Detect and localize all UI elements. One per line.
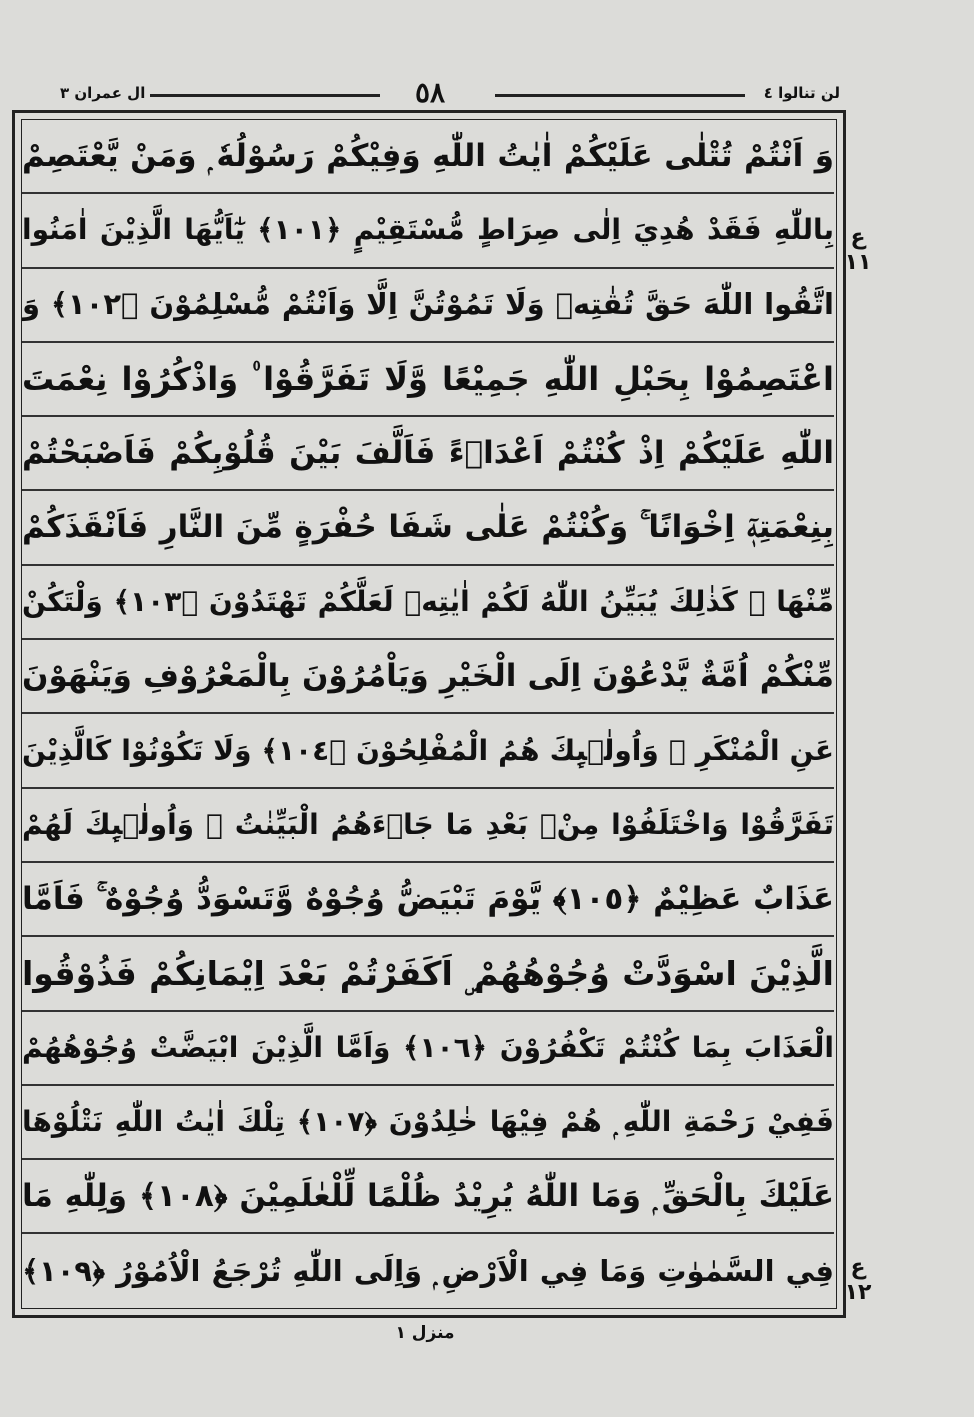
ruku-mark-bottom: ع ١٢ [844,1255,872,1305]
ruku-mark-top: ع ١١ [844,225,872,275]
juz-title: لن تنالوا ٤ [763,84,840,102]
verse-line: فَفِيْ رَحْمَةِ اللّٰهِ ۭ ھُمْ فِيْھَا خٰلِدُوْنَ ﴿١٠٧﴾ تِلْكَ اٰيٰتُ اللّٰهِ نَتْلُوْھَا [22,1086,834,1160]
surah-title: ال عمران ٣ [60,84,146,102]
verse-line: عَلَيْكَ بِالْحَقِّ ۭ وَمَا اللّٰهُ يُرِيْدُ ظُلْمًا لِّلْعٰلَمِيْنَ ﴿١٠٨﴾ وَلِلّٰهِ مَا [22,1160,834,1234]
verse-line: عَذَابٌ عَظِيْمٌ ﴿١٠٥﴾ يَّوْمَ تَبْيَضُّ وُجُوْهٌ وَّتَسْوَدُّ وُجُوْهٌ ۚ فَاَمَّا [22,863,834,937]
verse-line: اتَّقُوا اللّٰهَ حَقَّ تُقٰتِهٖ وَلَا تَمُوْتُنَّ اِلَّا وَاَنْتُمْ مُّسْلِمُوْنَ ﴿١٠٢﴾ وَ [22,269,834,343]
page-number: ٥٨ [414,76,446,109]
verse-line: بِنِعْمَتِهٖٓ اِخْوَانًا ۚ وَكُنْتُمْ عَلٰى شَفَا حُفْرَةٍ مِّنَ النَّارِ فَاَنْقَذَكُمْ [22,491,834,565]
verse-line: اعْتَصِمُوْا بِحَبْلِ اللّٰهِ جَمِيْعًا وَّلَا تَفَرَّقُوْا ۠ وَاذْكُرُوْا نِعْمَتَ [22,343,834,417]
header-rule-left [150,94,380,97]
verse-line: مِّنْكُمْ اُمَّةٌ يَّدْعُوْنَ اِلَى الْخَيْرِ وَيَاْمُرُوْنَ بِالْمَعْرُوْفِ وَيَنْهَوْنَ [22,640,834,714]
manzil-label: منزل ١ [395,1323,455,1343]
page-header [20,78,840,108]
verse-line: بِاللّٰهِ فَقَدْ هُدِيَ اِلٰى صِرَاطٍ مُّسْتَقِيْمٍ ﴿١٠١﴾ يٰٓاَيُّهَا الَّذِيْنَ اٰمَنُوا [22,194,834,268]
verse-line: فِي السَّمٰوٰتِ وَمَا فِي الْاَرْضِ ۭ وَاِلَى اللّٰهِ تُرْجَعُ الْاُمُوْرُ ﴿١٠٩﴾ [22,1254,834,1289]
verse-line: مِّنْهَا ۭ كَذٰلِكَ يُبَيِّنُ اللّٰهُ لَكُمْ اٰيٰتِهٖ لَعَلَّكُمْ تَهْتَدُوْنَ ﴿١٠٣﴾ وَلْتَكُنْ [22,566,834,640]
verse-line: اللّٰهِ عَلَيْكُمْ اِذْ كُنْتُمْ اَعْدَاۗءً فَاَلَّفَ بَيْنَ قُلُوْبِكُمْ فَاَصْبَحْتُمْ [22,417,834,491]
verse-line: الَّذِيْنَ اسْوَدَّتْ وُجُوْھُھُمْ ۣ اَكَفَرْتُمْ بَعْدَ اِيْمَانِكُمْ فَذُوْقُوا [22,937,834,1011]
header-rule-right [495,94,745,97]
verse-line: تَفَرَّقُوْا وَاخْتَلَفُوْا مِنْۢ بَعْدِ مَا جَاۗءَھُمُ الْبَيِّنٰتُ ۭ وَاُولٰۗىِٕكَ لَھُمْ [22,789,834,863]
verse-line: عَنِ الْمُنْكَرِ ۭ وَاُولٰۗىِٕكَ هُمُ الْمُفْلِحُوْنَ ﴿١٠٤﴾ وَلَا تَكُوْنُوْا كَالَّذِيْنَ [22,714,834,788]
verse-lines [22,120,834,1310]
verse-line: الْعَذَابَ بِمَا كُنْتُمْ تَكْفُرُوْنَ ﴿١٠٦﴾ وَاَمَّا الَّذِيْنَ ابْيَضَّتْ وُجُوْھُھُمْ [22,1012,834,1086]
verse-line: وَ اَنْتُمْ تُتْلٰى عَلَيْكُمْ اٰيٰتُ اللّٰهِ وَفِيْكُمْ رَسُوْلُهٗ ۭ وَمَنْ يَّعْتَصِمْ [22,120,834,194]
